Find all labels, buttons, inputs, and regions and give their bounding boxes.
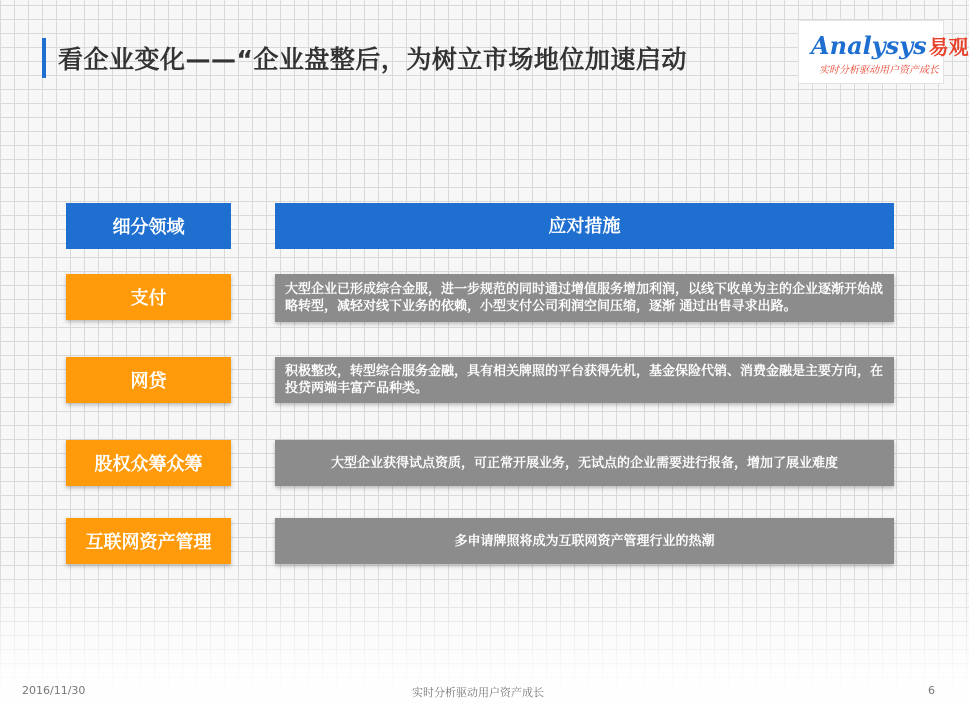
measure-cell: 大型企业获得试点资质，可正常开展业务，无试点的企业需要进行报备，增加了展业难度 bbox=[275, 440, 894, 486]
logo bbox=[798, 20, 969, 84]
table-header bbox=[66, 203, 894, 249]
logo-brand-cn: 易观 bbox=[928, 35, 969, 59]
field-cell: 互联网资产管理 bbox=[66, 518, 231, 564]
footer-date: 2016/11/30 bbox=[22, 684, 86, 697]
measure-cell: 大型企业已形成综合金服，进一步规范的同时通过增值服务增加利润，以线下收单为主的企业逐渐开始战略转型，减轻对线下业务的依赖，小型支付公司利润空间压缩，逐渐 通过出售寻求出路。 bbox=[275, 274, 894, 322]
title-bar bbox=[42, 38, 687, 78]
measure-cell: 多申请牌照将成为互联网资产管理行业的热潮 bbox=[275, 518, 894, 564]
header-measure: 应对措施 bbox=[275, 203, 894, 249]
header-field: 细分领域 bbox=[66, 203, 231, 249]
field-cell: 股权众筹众筹 bbox=[66, 440, 231, 486]
table-row bbox=[66, 440, 894, 486]
table-row bbox=[66, 518, 894, 564]
logo-brand-script: Analysys bbox=[811, 31, 927, 60]
logo-brand bbox=[811, 31, 969, 60]
field-cell: 支付 bbox=[66, 274, 231, 320]
table-row bbox=[66, 357, 894, 403]
field-cell: 网贷 bbox=[66, 357, 231, 403]
page-title: 看企业变化——“企业盘整后，为树立市场地位加速启动 bbox=[58, 45, 687, 74]
logo-slogan: 实时分析驱动用户资产成长 bbox=[819, 65, 939, 76]
page-number: 6 bbox=[928, 684, 935, 697]
table-row bbox=[66, 274, 894, 320]
measure-cell: 积极整改，转型综合服务金融，具有相关牌照的平台获得先机，基金保险代销、消费金融是主要方向，在投贷两端丰富产品种类。 bbox=[275, 357, 894, 403]
footer-slogan: 实时分析驱动用户资产成长 bbox=[412, 686, 544, 699]
